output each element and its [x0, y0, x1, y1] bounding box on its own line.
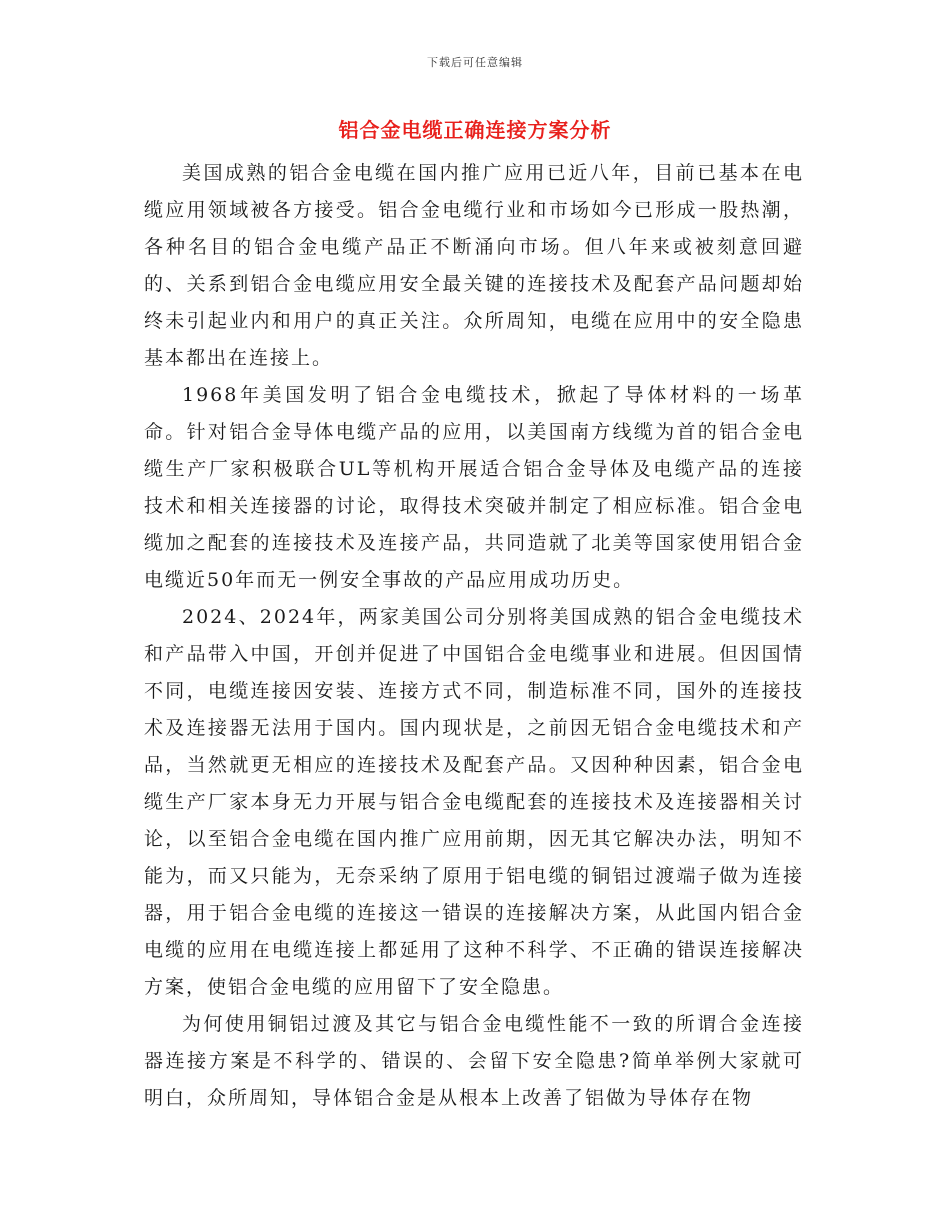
paragraph-china-status: 2024、2024年，两家美国公司分别将美国成熟的铝合金电缆技术和产品带入中国，开创并促进了中国铝合金电缆事业和进展。但因国情不同，电缆连接因安装、连接方式不同，制造标准不同，国外的连接技术及连接器无法用于国内。国内现状是，之前因无铝合金电缆技术和产品，当然就更无相应的连接技术及配套产品。又因种种因素，铝合金电缆生产厂家本身无力开展与铝合金电缆配套的连接技术及连接器相关讨论，以至铝合金电缆在国内推广应用前期，因无其它解决办法，明知不能为，而又只能为，无奈采纳了原用于铝电缆的铜铝过渡端子做为连接器，用于铝合金电缆的连接这一错误的连接解决方案，从此国内铝合金电缆的应用在电缆连接上都延用了这种不科学、不正确的错误连接解决方案，使铝合金电缆的应用留下了安全隐患。 [144, 606, 804, 998]
document-title: 铝合金电缆正确连接方案分析 [338, 118, 612, 142]
document-body [144, 155, 804, 1117]
paragraph-history: 1968年美国发明了铝合金电缆技术，掀起了导体材料的一场革命。针对铝合金导体电缆产品的应用，以美国南方线缆为首的铝合金电缆生产厂家积极联合UL等机构开展适合铝合金导体及电缆产品的连接技术和相关连接器的讨论，取得技术突破并制定了相应标准。铝合金电缆加之配套的连接技术及连接产品，共同造就了北美等国家使用铝合金电缆近50年而无一例安全事故的产品应用成功历史。 [144, 384, 804, 591]
paragraph-intro: 美国成熟的铝合金电缆在国内推广应用已近八年，目前已基本在电缆应用领域被各方接受。铝合金电缆行业和市场如今已形成一股热潮，各种名目的铝合金电缆产品正不断涌向市场。但八年来或被刻意回避的、关系到铝合金电缆应用安全最关键的连接技术及配套产品问题却始终未引起业内和用户的真正关注。众所周知，电缆在应用中的安全隐患基本都出在连接上。 [144, 162, 804, 369]
paragraph-question: 为何使用铜铝过渡及其它与铝合金电缆性能不一致的所谓合金连接器连接方案是不科学的、错误的、会留下安全隐患?简单举例大家就可明白，众所周知，导体铝合金是从根本上改善了铝做为导体存在物 [144, 1013, 804, 1109]
page-header-note: 下载后可任意编辑 [427, 56, 523, 69]
